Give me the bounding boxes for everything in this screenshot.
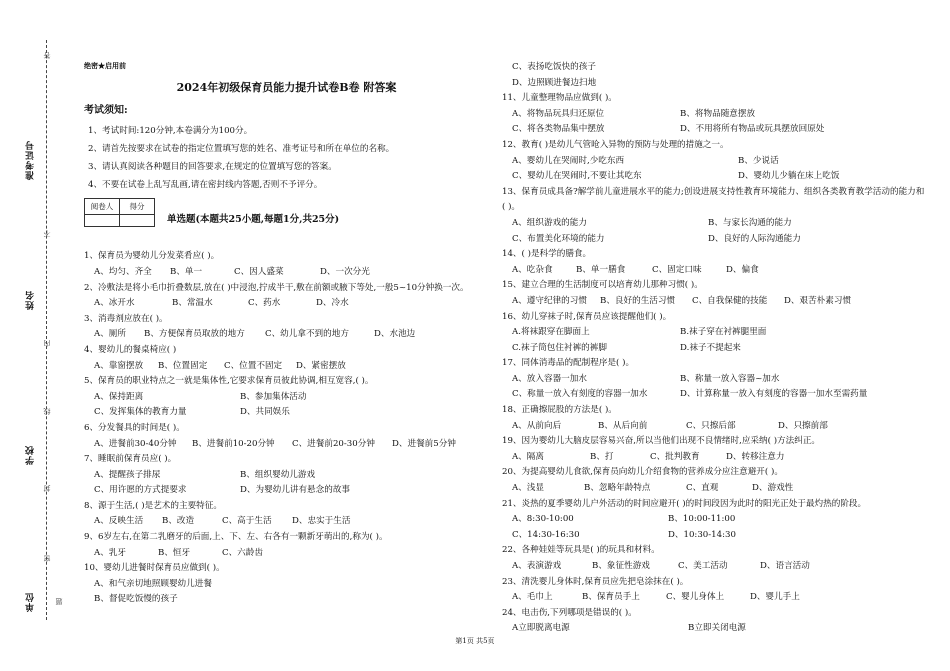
reviewer-cell: 阅卷人 (85, 198, 120, 215)
answer-option[interactable]: C、14:30-16:30 (512, 529, 580, 540)
answer-option[interactable]: A、靠窗摆放 (94, 360, 144, 371)
score-cell: 得分 (120, 198, 155, 215)
answer-option[interactable]: A、反映生活 (94, 516, 144, 527)
answer-option[interactable]: B、进餐前10-20分钟 (192, 438, 275, 449)
answer-option[interactable]: C、将各类物品集中摆放 (512, 124, 605, 135)
question-text: 5、保育员的职业特点之一就是集体性,它要求保育员彼此协调,相互宽容,( )。 (84, 376, 374, 387)
answer-option[interactable]: B、将物品随意摆放 (680, 108, 756, 119)
answer-option[interactable]: B、改造 (162, 516, 195, 527)
section-header (84, 198, 489, 228)
notice-item: 1、考试时间:120分钟,本卷满分为100分。 (88, 125, 253, 136)
answer-option[interactable]: B、参加集体活动 (240, 391, 307, 402)
answer-option[interactable]: D、偏食 (726, 264, 759, 275)
answer-option[interactable]: D、计算称量一放入有刻度的容器一加水至需药量 (680, 389, 868, 400)
question-text: 8、源于生活,( )是艺术的主要特征。 (84, 500, 222, 511)
answer-option[interactable]: A、从前向后 (512, 420, 562, 431)
left-column (84, 58, 489, 608)
answer-option[interactable]: A、冰开水 (94, 298, 135, 309)
question-text: 3、消毒剂应放在( )。 (84, 313, 168, 324)
question-text: 15、建立合理的生活制度可以培育幼儿那种习惯( )。 (502, 280, 703, 291)
grader-table (84, 198, 155, 228)
notice-item: 2、请首先按要求在试卷的指定位置填写您的姓名、准考证号和所在单位的名称。 (88, 143, 395, 154)
option-row (502, 341, 927, 357)
answer-option[interactable]: B、组织婴幼儿游戏 (240, 469, 316, 480)
notice-heading: 考试须知: (84, 105, 128, 117)
option-row (84, 592, 489, 608)
answer-option[interactable]: B、单一膳食 (576, 264, 626, 275)
option-row (502, 60, 927, 76)
option-row (502, 294, 927, 310)
answer-option[interactable]: D、婴幼儿少躺在床上吃饭 (738, 171, 840, 182)
answer-option[interactable]: C、美工活动 (678, 561, 728, 571)
answer-option[interactable]: A、进餐前30-40分钟 (94, 438, 177, 449)
answer-option[interactable]: A、毛巾上 (512, 592, 553, 603)
question-text: 6、分发餐具的时间是( )。 (84, 422, 185, 433)
answer-option[interactable]: D、忠实于生活 (292, 516, 351, 527)
answer-option[interactable]: A.将袜跟穿在脚面上 (512, 327, 590, 338)
seal-char-2: 不 (43, 230, 51, 237)
answer-option[interactable]: B、督促吃饭慢的孩子 (94, 594, 178, 605)
answer-option[interactable]: B、恒牙 (158, 547, 191, 558)
option-row (84, 483, 489, 499)
answer-option[interactable]: D、边照顾进餐边扫地 (512, 77, 597, 88)
answer-option[interactable]: B、与家长沟通的能力 (708, 217, 792, 228)
answer-option[interactable]: C、婴幼儿在哭闹时,不要让其吃东 (512, 171, 642, 182)
answer-option[interactable]: A、提醒孩子排尿 (94, 469, 161, 480)
question-text: 13、保育员成具备?解学前儿童进展水平的能力;创设进展支持性教育环境能力、组织各类教育教学活动的能力和( )。 (502, 186, 925, 213)
answer-option[interactable]: C、直观 (686, 483, 719, 494)
option-row (502, 419, 927, 435)
option-row (502, 154, 927, 170)
question-text: 12、教育( )是幼儿气管呛入异物的预防与处理的措施之一。 (502, 139, 729, 150)
answer-option[interactable]: B、少说话 (738, 155, 779, 166)
option-row (84, 514, 489, 530)
option-row (84, 265, 489, 281)
name-label: 姓名 (26, 290, 36, 310)
answer-option[interactable]: C、布置美化环境的能力 (512, 233, 605, 244)
answer-option[interactable]: B、10:00-11:00 (668, 514, 736, 525)
notice-item: 4、不要在试卷上乱写乱画,请在密封线内答题,否则不予评分。 (88, 179, 323, 190)
answer-option[interactable]: A、厕所 (94, 329, 126, 340)
answer-option[interactable]: A立即脱离电源 (512, 623, 570, 634)
question-text: 16、幼儿穿袜子时,保育员应该提醒他们( )。 (502, 311, 672, 322)
answer-option[interactable]: B.袜子穿在衬裤腿里面 (680, 327, 767, 338)
option-row (502, 232, 927, 248)
answer-option[interactable]: A、遵守纪律的习惯 (512, 295, 587, 306)
answer-option[interactable]: C、表扬吃饭快的孩子 (512, 62, 596, 72)
answer-option[interactable]: D、良好的人际沟通能力 (708, 233, 801, 244)
answer-option[interactable]: D、转移注意力 (726, 451, 785, 462)
seal-line (46, 40, 47, 620)
option-row (502, 122, 927, 138)
answer-option[interactable]: C、高于生活 (222, 516, 272, 527)
answer-option[interactable]: A、吃杂食 (512, 264, 553, 275)
answer-option[interactable]: D、紧密摆放 (296, 360, 346, 371)
secret-mark: 绝密★启用前 (84, 61, 126, 70)
answer-option[interactable]: C、用许愿的方式提要求 (94, 485, 187, 496)
answer-option[interactable]: B、保育员手上 (582, 592, 640, 603)
seal-char-1: 答 (43, 52, 51, 59)
seal-char-5: 封 (43, 485, 51, 492)
question-text: 22、各种娃娃等玩具是( )的玩具和材料。 (502, 545, 660, 556)
answer-option[interactable]: A、乳牙 (94, 547, 126, 558)
page-title: 2024年初级保育员能力提升试卷B卷 附答案 (176, 80, 397, 94)
seal-char-6: 密 (43, 555, 51, 562)
option-row (84, 546, 489, 562)
answer-option[interactable]: B、方便保育员取放的地方 (144, 329, 245, 340)
option-row (502, 76, 927, 92)
option-row (502, 590, 927, 606)
answer-option[interactable]: D、只擦前部 (778, 420, 828, 431)
option-row (502, 512, 927, 528)
question-text: 17、同体消毒品的配制程序是( )。 (502, 358, 635, 369)
question-text: 9、6岁左右,在第二乳磨牙的后面,上、下、左、右各有一颗新牙萌出的,称为( )。 (84, 532, 388, 543)
question-text: 19、因为婴幼儿大脑皮层容易兴奋,所以当他们出现不良情绪时,应采纳( )方法纠正。 (502, 436, 821, 447)
question-text: 7、睡眠前保育员应( )。 (84, 454, 177, 465)
answer-option[interactable]: A、放入容器一加水 (512, 373, 587, 384)
option-row (502, 621, 927, 637)
answer-option[interactable]: A、保持距离 (94, 391, 144, 402)
option-row (502, 169, 927, 185)
answer-option[interactable]: B、位置固定 (158, 360, 208, 371)
seal-char-3: 内 (43, 340, 51, 347)
option-row (502, 107, 927, 123)
exam-notice (84, 103, 489, 194)
option-row (502, 559, 927, 575)
score-input-cell[interactable] (120, 215, 155, 227)
answer-option[interactable]: D.袜子不提起来 (680, 342, 741, 353)
right-column (502, 60, 927, 637)
option-row (84, 390, 489, 406)
option-row (502, 372, 927, 388)
answer-option[interactable]: D、为婴幼儿讲有悬念的故事 (240, 485, 351, 496)
answer-option[interactable]: B、良好的生活习惯 (600, 295, 676, 306)
option-row (84, 577, 489, 593)
option-row (502, 263, 927, 279)
answer-option[interactable]: D、水池边 (374, 329, 416, 340)
question-text: 11、儿童整理物品应做到( )。 (502, 93, 617, 104)
exam-number-label: 准考证号 (26, 140, 36, 180)
option-row (502, 528, 927, 544)
left-questions (84, 249, 489, 608)
answer-option[interactable]: C、自我保健的技能 (692, 295, 768, 306)
answer-option[interactable]: C、进餐前20-30分钟 (292, 438, 375, 449)
option-row (84, 359, 489, 375)
question-text: 14、( )是科学的膳食。 (502, 249, 592, 260)
question-text: 10、婴幼儿进餐时保育员应做到( )。 (84, 563, 225, 574)
answer-option[interactable]: D、艰苦朴素习惯 (784, 295, 852, 306)
unit-label: 单位 (26, 592, 36, 612)
answer-option[interactable]: B、象征性游戏 (592, 561, 650, 571)
answer-option[interactable]: C、幼儿拿不到的地方 (265, 329, 349, 340)
answer-option[interactable]: D、冷水 (316, 298, 349, 309)
answer-option[interactable]: B立即关闭电源 (688, 623, 746, 634)
answer-option[interactable]: A、组织游戏的能力 (512, 217, 587, 228)
answer-option[interactable]: C、批判教育 (650, 451, 700, 462)
answer-option[interactable]: A、隔离 (512, 451, 544, 462)
question-text: 20、为提高婴幼儿食欲,保育员向幼儿介绍食物的营养成分应注意避开( )。 (502, 467, 783, 478)
question-text: 18、正确擦屁股的方法是( )。 (502, 405, 617, 416)
section-title: 单选题(本题共25小题,每题1分,共25分) (167, 213, 340, 225)
answer-option[interactable]: D、一次分光 (320, 266, 370, 277)
seal-char-4: 线 (43, 408, 51, 415)
notice-item: 3、请认真阅读各种题目的回答要求,在规定的位置填写您的答案。 (88, 161, 337, 172)
answer-option[interactable]: D、共同娱乐 (240, 407, 290, 418)
seal-char-7: 题 (55, 598, 63, 605)
option-row (502, 216, 927, 232)
answer-option[interactable]: A、和气亲切地照顾婴幼儿进餐 (94, 578, 212, 589)
answer-option[interactable]: D、不用将所有物品或玩具摆放回原处 (680, 124, 825, 135)
answer-option[interactable]: B、常温水 (172, 298, 213, 309)
answer-option[interactable]: C、固定口味 (652, 264, 702, 275)
answer-option[interactable]: D、进餐前5分钟 (392, 438, 456, 449)
answer-option[interactable]: B、从后向前 (598, 420, 648, 431)
question-text: 1、保育员为婴幼儿分发菜肴应( )。 (84, 251, 220, 262)
answer-option[interactable]: C、发挥集体的教育力量 (94, 407, 187, 418)
option-row (84, 405, 489, 421)
answer-option[interactable]: D、10:30-14:30 (668, 529, 736, 540)
question-text: 21、炎热的夏季婴幼儿户外活动的时间应避开( )的时间段因为此时的阳光正处于最灼热的阶段。 (502, 498, 867, 509)
answer-option[interactable]: A、浅显 (512, 483, 544, 494)
answer-option[interactable]: B、忽略年龄特点 (584, 483, 651, 494)
option-row (502, 481, 927, 497)
question-text: 2、冷敷法是将小毛巾折叠数层,放在( )中浸泡,拧成半干,敷在前额或腋下等处,一般5~10分钟换一次。 (84, 282, 469, 293)
answer-option[interactable]: C、六龄齿 (222, 547, 263, 558)
question-text: 24、电击伤,下列哪项是错误的( )。 (502, 607, 637, 618)
question-text: 4、婴幼儿的餐桌椅应( ) (84, 344, 177, 355)
reviewer-input-cell[interactable] (85, 215, 120, 227)
answer-option[interactable]: C.袜子筒包住衬裤的裤脚 (512, 342, 607, 353)
answer-option[interactable]: A、婴幼儿在哭闹时,少吃东西 (512, 155, 625, 166)
answer-option[interactable]: A、将物品玩具归还原位 (512, 108, 605, 119)
answer-option[interactable]: B、单一 (170, 266, 203, 277)
answer-option[interactable]: B、打 (590, 451, 614, 462)
answer-option[interactable]: A、均匀、齐全 (94, 266, 152, 277)
question-text: 23、清洗婴儿身体时,保育员应先把皂涂抹在( )。 (502, 576, 689, 587)
answer-option[interactable]: C、药水 (248, 298, 281, 309)
answer-option[interactable]: D、游戏性 (752, 483, 794, 494)
answer-option[interactable]: B、称量一放入容器~加水 (680, 373, 780, 384)
page-number: 第1页 共5页 (455, 637, 495, 645)
option-row (84, 437, 489, 453)
answer-option[interactable]: A、8:30-10:00 (512, 514, 574, 525)
answer-option[interactable]: C、只擦后部 (686, 420, 736, 431)
school-label: 学校 (26, 445, 36, 465)
option-row (84, 296, 489, 312)
answer-option[interactable]: C、位置不固定 (224, 360, 283, 371)
answer-option[interactable]: C、称量一放入有刻度的容器一加水 (512, 389, 648, 400)
answer-option[interactable]: D、语言活动 (760, 561, 810, 571)
answer-option[interactable]: D、婴儿手上 (750, 592, 800, 603)
answer-option[interactable]: C、婴儿身体上 (666, 592, 725, 603)
option-row (84, 468, 489, 484)
answer-option[interactable]: A、表演游戏 (512, 561, 562, 571)
binding-strip (18, 40, 68, 660)
option-row (502, 325, 927, 341)
option-row (502, 387, 927, 403)
option-row (502, 450, 927, 466)
option-row (84, 327, 489, 343)
answer-option[interactable]: C、因人盛菜 (234, 266, 284, 277)
